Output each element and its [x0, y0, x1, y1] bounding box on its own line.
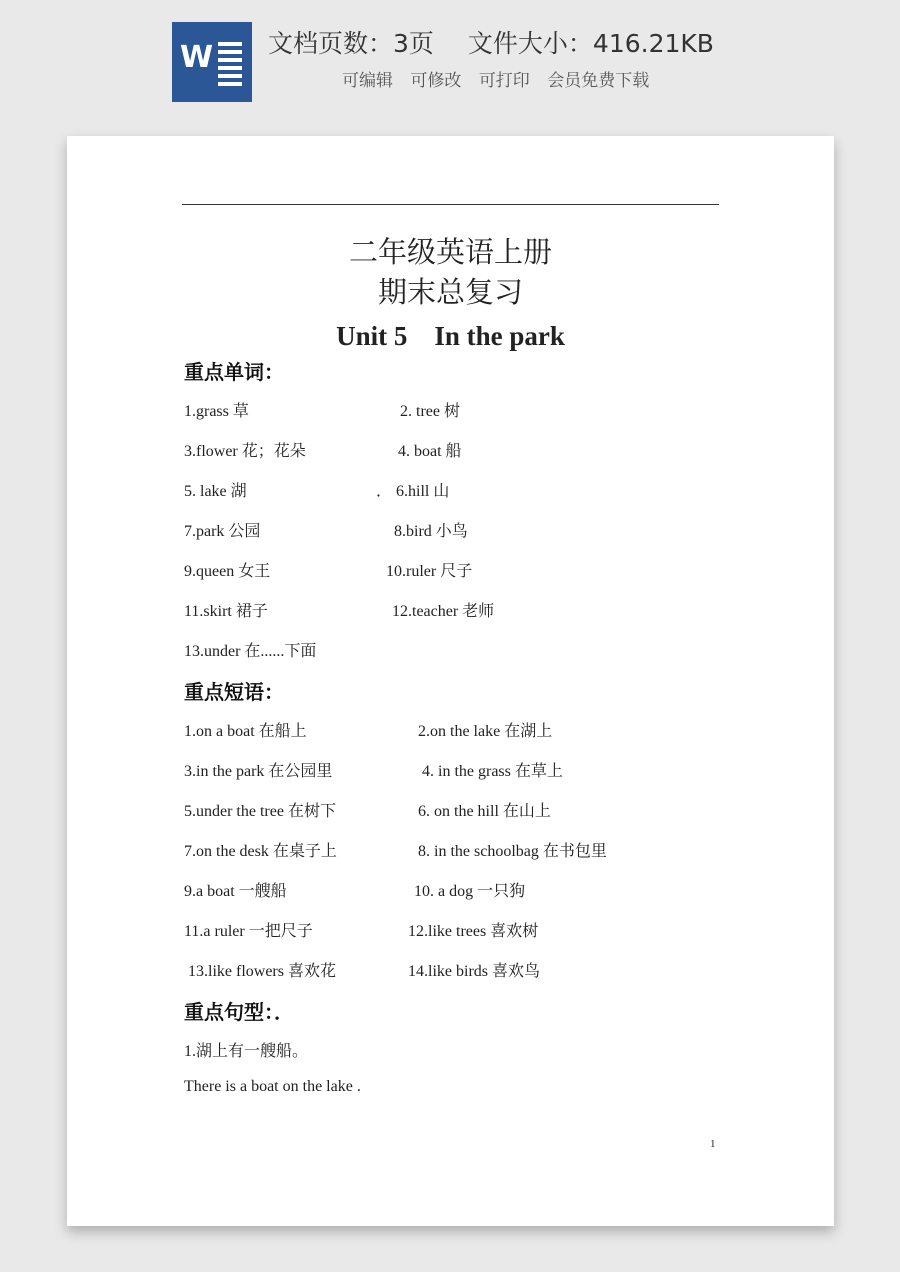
phrase-item: 11.a ruler 一把尺子 [184, 923, 313, 940]
feature-editable: 可编辑 [342, 71, 393, 91]
file-size-text: 文件大小：416.21KB [467, 29, 714, 58]
page-count-text: 文档页数：3页 [268, 29, 434, 58]
word-item: 1.grass 草 [184, 403, 249, 420]
phrase-item: 4. in the grass 在草上 [422, 763, 563, 780]
phrase-item: 3.in the park 在公园里 [184, 763, 333, 780]
word-item: 2. tree 树 [400, 403, 460, 420]
file-meta [268, 24, 714, 60]
word-document-icon: W [172, 22, 252, 102]
phrases-heading: 重点短语： [184, 680, 284, 704]
phrase-item: 2.on the lake 在湖上 [418, 723, 553, 740]
phrase-item: 13.like flowers 喜欢花 [188, 963, 336, 980]
phrase-item: 1.on a boat 在船上 [184, 723, 307, 740]
document-page [67, 136, 834, 1226]
sentence-item: 1.湖上有一艘船。 [184, 1043, 309, 1060]
word-item: 7.park 公园 [184, 523, 261, 540]
word-item: 11.skirt 裙子 [184, 603, 268, 620]
phrase-item: 14.like birds 喜欢鸟 [408, 963, 540, 980]
feature-modifiable: 可修改 [410, 71, 462, 91]
word-item: 10.ruler 尺子 [386, 563, 473, 580]
word-item: 12.teacher 老师 [392, 603, 495, 620]
word-item: 3.flower 花；花朵 [184, 443, 306, 460]
feature-member-free: 会员免费下载 [547, 71, 650, 91]
doc-title-line1: 二年级英语上册 [348, 235, 552, 269]
word-item: ． 6.hill 山 [376, 483, 450, 500]
word-item: 5. lake 湖 [184, 483, 247, 500]
word-item: 4. boat 船 [398, 443, 462, 460]
sentence-item: There is a boat on the lake . [184, 1078, 361, 1095]
page-number: 1 [710, 1138, 716, 1150]
word-item: 8.bird 小鸟 [394, 523, 468, 540]
word-item: 9.queen 女王 [184, 563, 271, 580]
header-rule [182, 204, 719, 205]
doc-title-line2: 期末总复习 [377, 275, 523, 309]
phrase-item: 12.like trees 喜欢树 [408, 923, 539, 940]
words-heading: 重点单词： [184, 360, 284, 384]
feature-list [342, 66, 661, 91]
phrase-item: 6. on the hill 在山上 [418, 803, 551, 820]
phrase-item: 10. a dog 一只狗 [414, 883, 526, 900]
phrase-item: 5.under the tree 在树下 [184, 803, 336, 820]
unit-title: Unit 5 In the park [336, 321, 565, 351]
feature-printable: 可打印 [478, 71, 530, 91]
sentences-heading: 重点句型：． [184, 1000, 294, 1024]
phrase-item: 9.a boat 一艘船 [184, 883, 287, 900]
phrase-item: 7.on the desk 在桌子上 [184, 843, 337, 860]
download-banner [0, 0, 900, 120]
phrase-item: 8. in the schoolbag 在书包里 [418, 843, 607, 860]
word-item: 13.under 在......下面 [184, 643, 317, 660]
